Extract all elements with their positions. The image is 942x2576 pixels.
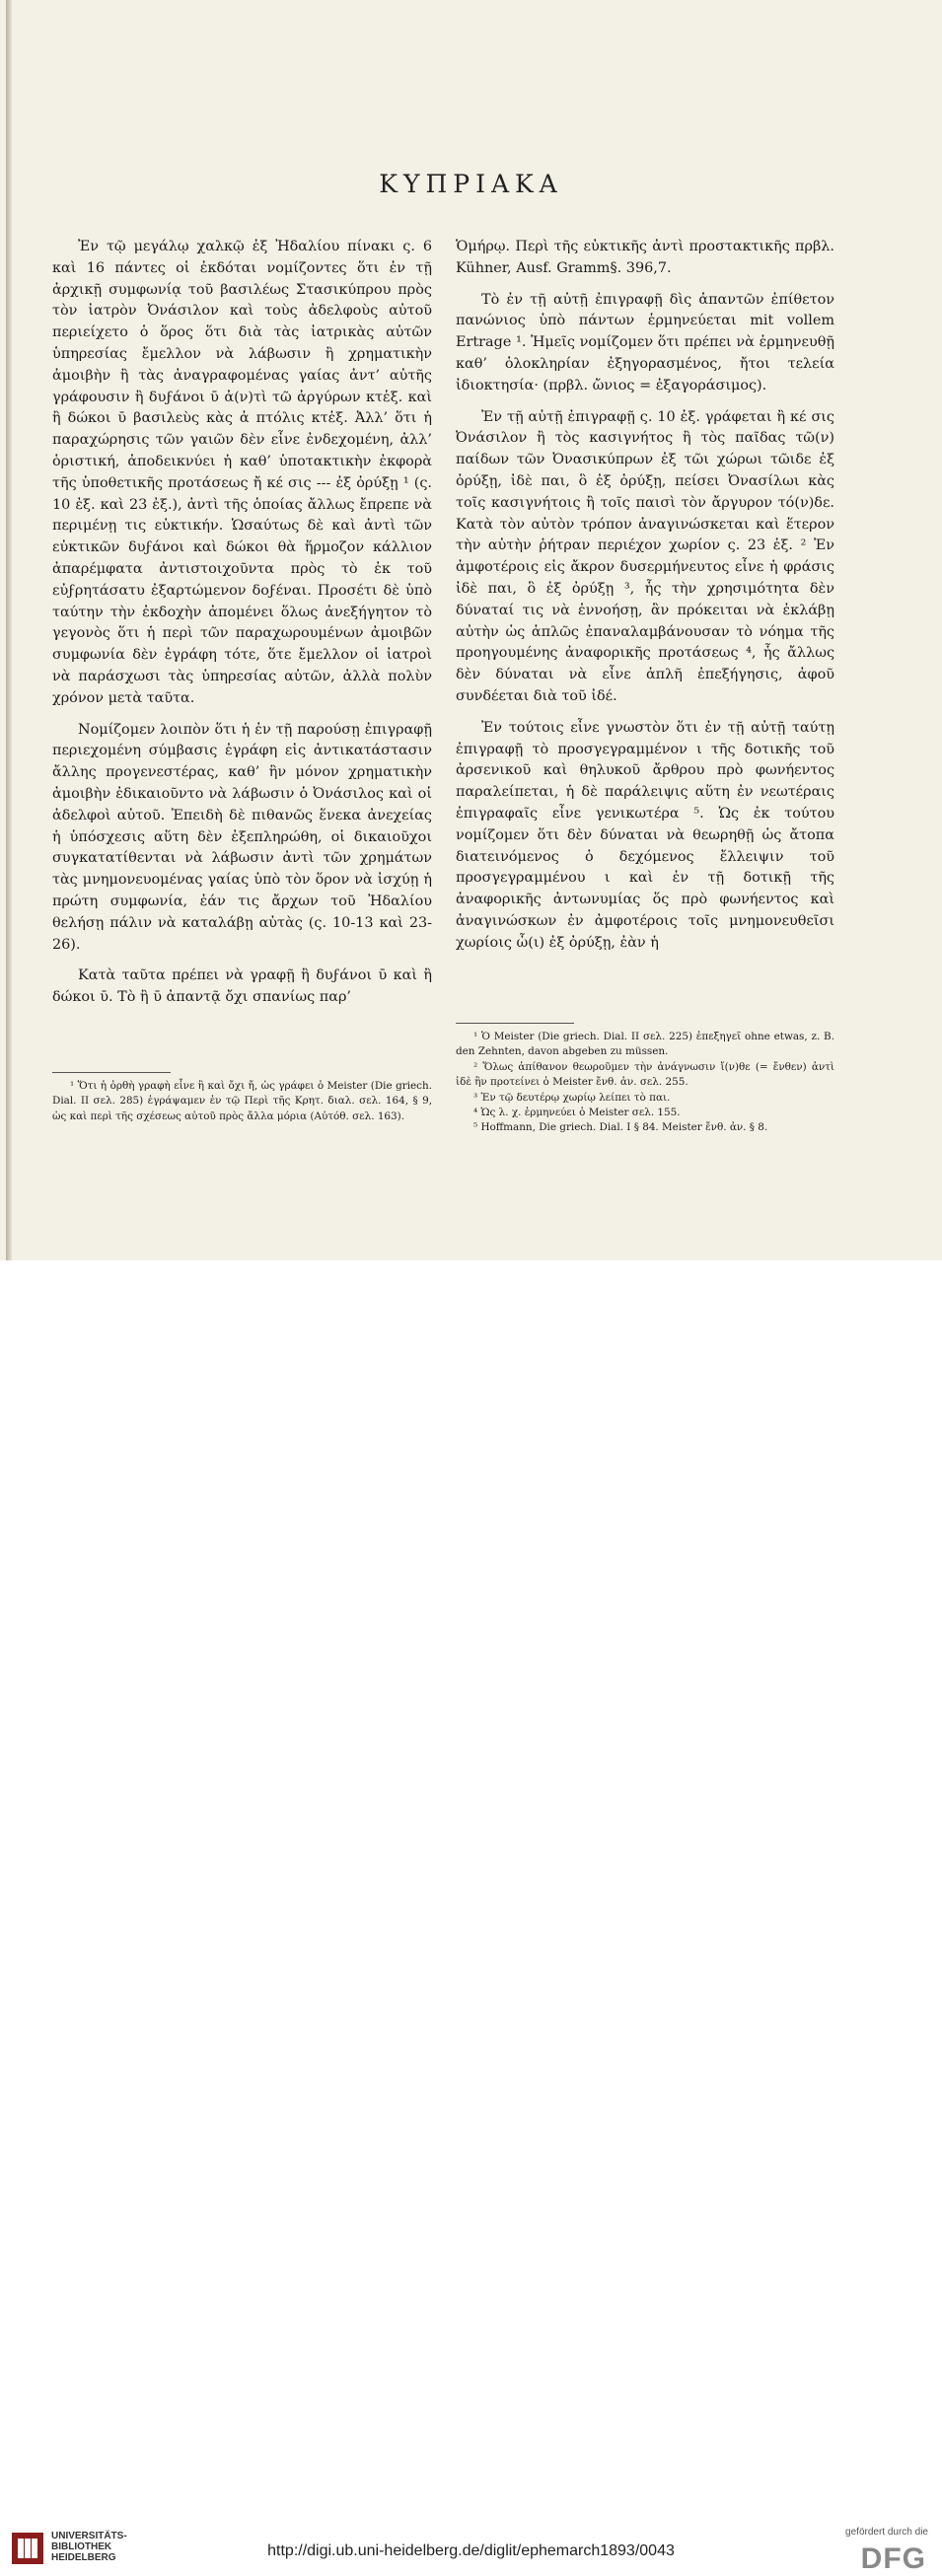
left-footnote-1: ¹ Ὅτι ἡ ὀρθὴ γραφὴ εἶνε ἢ καὶ ὄχι ἤ, ὡς γράφει ὁ Meister (Die griech. Dial. II σελ. 285) ἐγράψαμεν ἐν τῷ Περὶ τῆς Κρητ. διαλ. σελ. 164, § 9, ὡς καὶ περὶ τῆς σχέσεως αὐτοῦ πρὸς ἄλλα μόρια (Αὐτόθ. σελ. 163).	[52, 1080, 432, 1122]
left-footnotes	[52, 1062, 432, 1124]
right-footnote-1: ¹ Ὁ Meister (Die griech. Dial. II σελ. 225) ἐπεξηγεῖ ohne etwas, z. B. den Zehnten, davon abgeben zu müssen.	[456, 1031, 834, 1058]
right-paragraph-4: Ἐν τούτοις εἶνε γνωστὸν ὅτι ἐν τῇ αὐτῇ ταύτῃ ἐπιγραφῇ τὸ προσγεγραμμένον ι τῆς δοτικῆς τοῦ ἀρσενικοῦ καὶ θηλυκοῦ ἄρθρου πρὸ φωνήεντος παραλείπεται, ἡ δὲ παράλειψις αὕτη ἐν νεωτέραις ἐπιγραφαῖς εἶνε γενικωτέρα ⁵. Ὡς ἐκ τούτου νομίζομεν ὅτι δὲν δύναται νὰ θεωρηθῇ ὡς ἄτοπα διατεινόμενος ὁ δεχόμενος ἔλλειψιν τοῦ προσγεγραμμένου ι καὶ ἐν τῇ δοτικῇ τῆς ἀναφορικῆς ἀντωνυμίας ὅς πρὸ φωνήεντος καὶ ἀναγινώσκων ἐν ἀμφοτέροις τοῖς μνημονευθεῖσι χωρίοις ὧ(ι) ἐξ ὀρύξῃ, ἐὰν ἡ	[456, 719, 834, 951]
scanned-page	[0, 0, 942, 1260]
right-footnote-5: ⁵ Hoffmann, Die griech. Dial. I § 84. Meister ἔνθ. ἀν. § 8.	[473, 1121, 768, 1134]
left-paragraph-2: Νομίζομεν λοιπὸν ὅτι ἡ ἐν τῇ παρούσῃ ἐπιγραφῇ περιεχομένη σύμβασις ἐγράφη εἰς ἀντικατάστασιν ἄλλης προγενεστέρας, καθ’ ἣν μόνον χρηματικὴν ἀμοιβὴν ἐδικαιοῦντο νὰ λάβωσιν ὁ Ὀνάσιλος καὶ οἱ ἀδελφοὶ αὐτοῦ. Ἐπειδὴ δὲ πιθανῶς ἕνεκα ἀνεχείας ἡ ὑπόσχεσις αὕτη δὲν ἐξεπληρώθη, οἱ δικαιοῦχοι συγκατατίθενται νὰ λάβωσιν ἀντὶ τῶν χρημάτων τὰς μνημονευομένας γαίας ὑπὸ τὸν ὅρον νὰ ἰσχύῃ ἡ πρώτη συμφωνία, ἐάν τις ἄρχων τοῦ Ἠδαλίου θελήσῃ πάλιν νὰ καταλάβῃ αὐτὰς (ς. 10-13 καὶ 23-26).	[52, 721, 432, 953]
library-name: UNIVERSITÄTS- BIBLIOTHEK HEIDELBERG	[51, 2531, 127, 2563]
dfg-logo: DFG	[860, 2542, 926, 2575]
footer-url-link[interactable]: http://digi.ub.uni-heidelberg.de/diglit/ephemarch1893/0043	[267, 2542, 675, 2559]
right-footnotes	[456, 1013, 834, 1136]
left-paragraph-1: Ἐν τῷ μεγάλῳ χαλκῷ ἐξ Ἠδαλίου πίνακι ς. 6 καὶ 16 πάντες οἱ ἐκδόται νομίζοντες ὅτι ἐν τῇ ἀρχικῇ συμφωνίᾳ τοῦ βασιλέως Στασικύπρου πρὸς τὸν ἰατρὸν Ὀνάσιλον καὶ τοὺς ἀδελφοὺς αὐτοῦ περιείχετο ὁ ὅρος ὅτι διὰ τὰς ἰατρικὰς αὐτῶν ὑπηρεσίας ἔμελλον νὰ λάβωσιν ἢ χρηματικὴν ἀμοιβὴν ἢ τὰς ἀναγραφομένας γαίας ἀντ’ αὐτῆς γράφουσιν ἢ δυϝάνοι ῡ ἀ(ν)τὶ τῶ ἀργύρων κτἑξ. καὶ ἢ δώκοι ῡ βασιλεὺς κὰς ἀ πτόλις κτἑξ. Ἀλλ’ ὅτι ἡ παραχώρησις τῶν γαιῶν δὲν εἶνε ἐνδεχομένη, ἀλλ’ ὁριστική, ἀποδεικνύει ἡ καθ’ ὑποτακτικὴν ἐκφορὰ τῆς ὑποθετικῆς προτάσεως ἤ κέ σις --- ἐξ ὀρύξῃ ¹ (ς. 10 ἐξ. καὶ 23 ἐξ.), ἀντὶ τῆς ὁποίας ἄλλως ἔπρεπε νὰ περιμένῃ τις εὐκτικήν. Ὡσαύτως δὲ καὶ ἀντὶ τῶν εὐκτικῶν δυϝάνοι καὶ δώκοι θὰ ἥρμοζον κάλλιον ἀπαρέμφατα ἀντιστοιχοῦντα πρὸς τὸ ἐκ τοῦ εὐϝρητάσατυ ἐξαρτώμενον δοϝέναι. Προσέτι δὲ ὑπὸ ταύτην τὴν ἐκδοχὴν ἀπομένει ὅλως ἀνεξήγητον τὸ γεγονὸς ὅτι ἡ περὶ τῶν παραχωρουμένων ἀμοιβῶν συμφωνία δὲν ἐγράφη τότε, ὅτε ἔμελλον οἱ ἰατροὶ νὰ παράσχωσι τὰς ὑπηρεσίας αὐτῶν, ἀλλὰ πολὺν χρόνον μετὰ ταῦτα.	[52, 239, 432, 706]
footer-bar	[0, 1260, 942, 2575]
right-footnote-3: ³ Ἐν τῷ δευτέρῳ χωρίῳ λείπει τὸ παι.	[473, 1091, 671, 1104]
right-paragraph-2: Τὸ ἐν τῇ αὐτῇ ἐπιγραφῇ δὶς ἀπαντῶν ἐπίθετον πανώνιος ὑπὸ πάντων ἑρμηνεύεται mit vollem Ertrage ¹. Ἡμεῖς νομίζομεν ὅτι πρέπει νὰ ἑρμηνευθῇ καθ’ ὁλοκληρίαν ἐξηγορασμένος, ἤτοι τελεία ἰδιοκτησία· (πρβλ. ὤνιος = ἐξαγοράσιμος).	[456, 291, 834, 394]
left-paragraph-3: Κατὰ ταῦτα πρέπει νὰ γραφῇ ἢ δυϝάνοι ῡ καὶ ἢ δώκοι ῡ. Τὸ ἢ ῡ ἀπαντᾷ ὄχι σπανίως παρ’	[52, 967, 432, 1006]
page-title: ΚΥΠΡΙΑΚΑ	[379, 170, 563, 198]
right-footnote-4: ⁴ Ὡς λ. χ. ἑρμηνεύει ὁ Meister σελ. 155.	[473, 1107, 681, 1119]
right-column	[456, 237, 834, 955]
right-paragraph-3: Ἐν τῇ αὐτῇ ἐπιγραφῇ ς. 10 ἐξ. γράφεται ἢ κέ σις Ὀνάσιλον ἢ τὸς κασιγνήτος ἢ τὸς παῖδας τῶ(ν) παίδων τῶν Ὀνασικύπρων ἐξ τῶι χώρωι τῶιδε ἐξ ὀρύξῃ, ἰδὲ παι, ὃ ἐξ ὀρύξῃ, πείσει Ὀνασίλωι κὰς τοῖς κασιγνήτοις ἢ τοῖς παισὶ τὸν ἄργυρον τό(ν)δε. Κατὰ τὸν αὐτὸν τρόπον ἀναγινώσκεται καὶ ἕτερον τὴν αὐτὴν ῥήτραν περιέχον χωρίον ς. 23 ἐξ. ² Ἐν ἀμφοτέροις εἰς ἄκρον δυσερμήνευτος εἶνε ἡ φράσις ἰδὲ παι, ὃ ἐξ ὀρύξῃ ³, ἧς τὴν χρησιμότητα δὲν δύναταί τις νὰ ἐννοήσῃ, ἂν πρόκειται νὰ ἐκλάβῃ αὐτὴν ὡς ἁπλῶς ἐπαναλαμβάνουσαν τὸ νόημα τῆς προηγουμένης ἀναφορικῆς προτάσεως ⁴, ἧς ἄλλως δὲν δύναται νὰ εἶνε ἁπλῆ ἐπεξήγησις, ἀφοῦ συνδέεται διὰ τοῦ ἰδέ.	[456, 408, 834, 704]
right-paragraph-1: Ὁμήρῳ. Περὶ τῆς εὐκτικῆς ἀντὶ προστακτικῆς πρβλ. Kühner, Ausf. Gramm§. 396,7.	[456, 239, 834, 276]
left-column	[52, 237, 432, 1009]
footnote-rule	[52, 1072, 171, 1073]
supported-by-label: gefördert durch die	[845, 2527, 928, 2538]
footnote-rule	[456, 1023, 574, 1024]
right-footnote-2: ² Ὅλως ἀπίθανον θεωροῦμεν τὴν ἀνάγνωσιν ἴ(ν)θε (= ἔνθεν) ἀντὶ ἰδὲ ἣν προτείνει ὁ Meister ἔνθ. ἀν. σελ. 255.	[456, 1060, 834, 1089]
